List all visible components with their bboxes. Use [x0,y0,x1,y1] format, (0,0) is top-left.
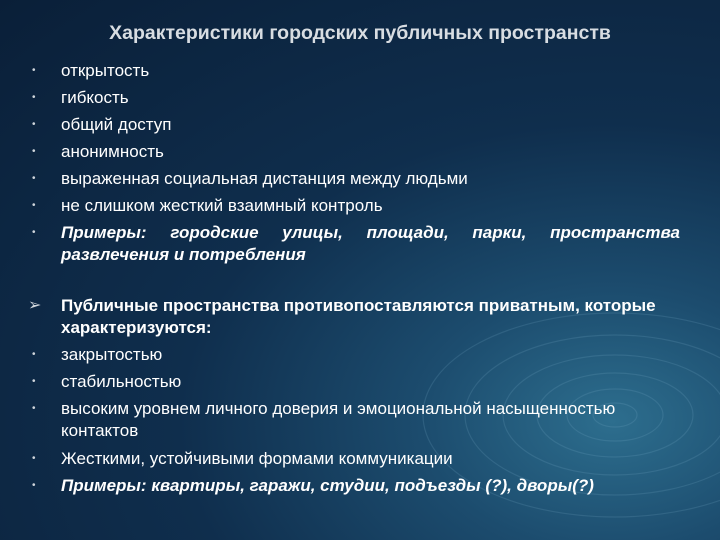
list-item-examples [28,222,680,266]
bullet-list [28,57,680,499]
small-dot-bullet-icon: • [32,146,36,157]
arrow-bullet-icon: ➢ [28,297,42,314]
list-item-text: выраженная социальная дистанция между людьми [61,169,468,188]
list-item-text: закрытостью [61,345,163,364]
small-dot-bullet-icon: • [32,65,36,76]
list-item [28,192,680,219]
list-item-text: общий доступ [61,115,172,134]
small-dot-bullet-icon: • [32,480,36,491]
contrast-heading-item [28,295,680,339]
small-dot-bullet-icon: • [32,403,36,414]
list-item [28,341,680,368]
small-dot-bullet-icon: • [32,173,36,184]
list-item [28,111,680,138]
list-item [28,84,680,111]
slide-title: Характеристики городских публичных пространств [109,22,611,44]
list-item-text: открытость [61,61,150,80]
list-item-text: гибкость [61,88,129,107]
small-dot-bullet-icon: • [32,200,36,211]
small-dot-bullet-icon: • [32,376,36,387]
list-item [28,165,680,192]
list-item [28,368,680,395]
small-dot-bullet-icon: • [32,92,36,103]
list-item [28,398,680,442]
contrast-heading-text: Публичные пространства противопоставляются приватным, которые характеризуются: [61,296,656,337]
list-item-text: не слишком жесткий взаимный контроль [61,196,383,215]
list-item-text: высоким уровнем личного доверия и эмоциональной насыщенностью контактов [61,399,616,440]
list-item-text: анонимность [61,142,164,161]
list-item-text: стабильностью [61,372,182,391]
list-item-examples [28,472,680,499]
examples-text: Примеры: городские улицы, площади, парки, пространства развлечения и потребления [61,223,680,264]
small-dot-bullet-icon: • [32,349,36,360]
small-dot-bullet-icon: • [32,119,36,130]
list-item-text: Жесткими, устойчивыми формами коммуникации [61,449,453,468]
list-item [28,138,680,165]
examples-text: Примеры: квартиры, гаражи, студии, подъезды (?), дворы(?) [61,476,594,495]
list-item [28,57,680,84]
small-dot-bullet-icon: • [32,227,36,238]
small-dot-bullet-icon: • [32,453,36,464]
list-item [28,445,680,472]
